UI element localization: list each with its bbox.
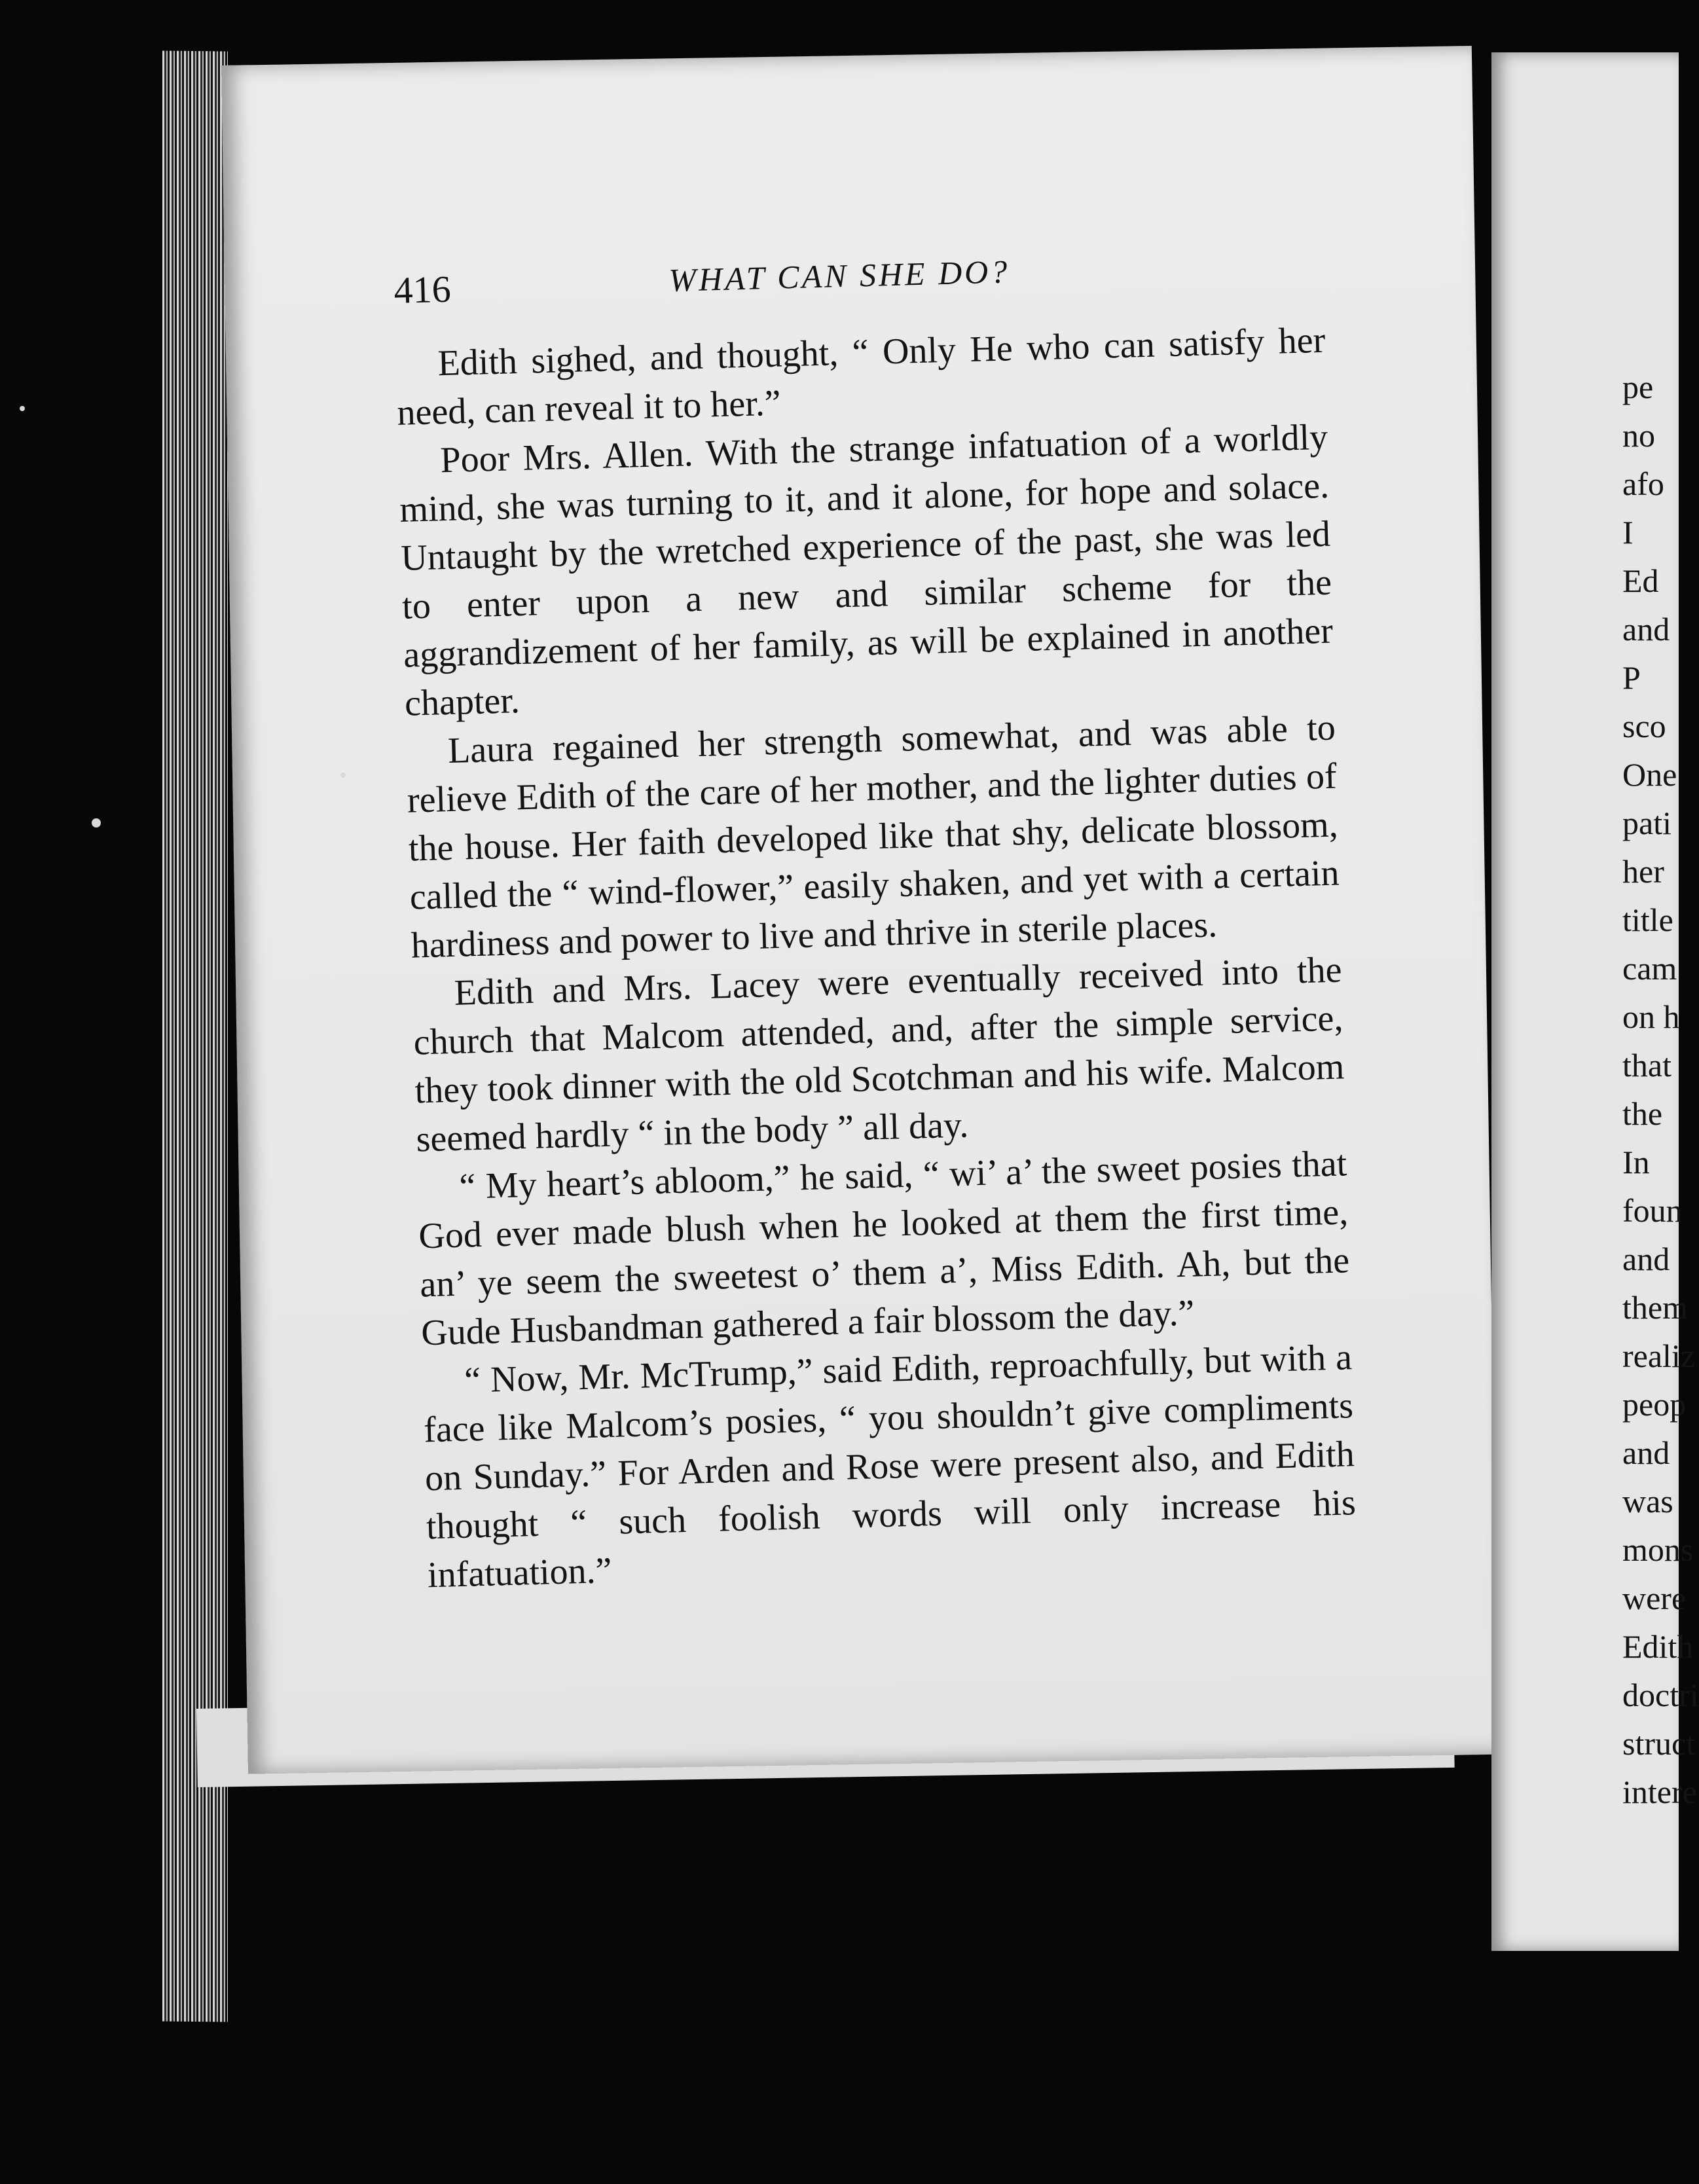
right-page-line: were: [1622, 1580, 1687, 1616]
right-page-line: title: [1622, 901, 1673, 938]
paragraph-6: “ Now, Mr. McTrump,” said Edith, reproachfully, but with a face like Malcom’s posies, “ you shouldn’t give compliments on Sunday.” For Arden and Rose were present also, and Edith thought “ such foolish words will only increase his infatuation.”: [423, 1337, 1357, 1596]
right-page-line: Ed: [1622, 562, 1659, 599]
right-page-line: and: [1622, 1241, 1670, 1277]
running-title: WHAT CAN SHE DO?: [668, 253, 1010, 299]
right-page-line: mons: [1622, 1531, 1694, 1568]
right-page-line: cam: [1622, 950, 1677, 987]
right-page-line: [1622, 314, 1681, 363]
paragraph-4: Edith and Mrs. Lacey were eventually received into the church that Malcom attended, and, after the simple service, they took dinner with the old Scotchman and his wife. Malcom seemed hardly “ in the body ” all day.: [412, 949, 1345, 1160]
right-page-line: the: [1622, 1095, 1663, 1132]
dust-speck: [92, 818, 101, 828]
right-page-line: One: [1622, 756, 1677, 793]
right-page-line: was: [1622, 1483, 1673, 1520]
right-page-line: I: [1622, 514, 1634, 551]
right-page-line: Edith: [1622, 1628, 1694, 1665]
paragraph-5: “ My heart’s abloom,” he said, “ wi’ a’ the sweet posies that God ever made blush when he looked at them the first time, an’ ye seem the sweetest o’ them a’, Miss Edith. Ah, but the Gude Husbandman gathered a fair blossom the day.”: [418, 1143, 1350, 1354]
page-number: 416: [393, 267, 452, 312]
dust-speck: [340, 773, 346, 778]
right-page-line: foun: [1622, 1192, 1683, 1229]
right-page-line: that: [1622, 1047, 1672, 1083]
right-page-line: realiz: [1622, 1338, 1696, 1374]
left-page-text: [393, 225, 1358, 1599]
right-page-text: [1622, 314, 1699, 1816]
right-page-line: In: [1622, 1144, 1650, 1180]
right-page-line: peop: [1622, 1386, 1687, 1423]
paragraph-1: Edith sighed, and thought, “ Only He who can satisfy her need, can reveal it to her.”: [396, 319, 1326, 433]
paragraph-2: Poor Mrs. Allen. With the strange infatuation of a worldly mind, she was turning to it, and it alone, for hope and solace. Untaught by the wretched experience of the past, she was led to enter upon a new and similar scheme for the aggrandizement of her family, as will be explained in another chapter.: [399, 416, 1334, 724]
right-page-line: no: [1622, 417, 1655, 454]
right-page-line: afo: [1622, 465, 1664, 502]
right-page-line: on h: [1622, 998, 1680, 1035]
right-page-line: and: [1622, 1434, 1670, 1471]
right-page-line: sco: [1622, 708, 1666, 744]
right-page-line: doctri: [1622, 1677, 1699, 1713]
right-page-line: and: [1622, 611, 1670, 647]
right-page-line: pe: [1622, 369, 1654, 405]
right-page-line: struct: [1622, 1725, 1696, 1762]
right-page-line: them: [1622, 1289, 1688, 1326]
right-page-line: her: [1622, 853, 1664, 890]
dust-speck: [20, 406, 25, 411]
right-page-line: pati: [1622, 805, 1672, 841]
right-page-line: intere: [1622, 1774, 1697, 1810]
right-page-line: P: [1622, 659, 1641, 696]
paragraph-3: Laura regained her strength somewhat, and was able to relieve Edith of the care of her mother, and the lighter duties of the house. Her faith developed like that shy, delicate blossom, called the “ wind-flower,” easily shaken, and yet with a certain hardiness and power to live and thrive in sterile places.: [407, 707, 1340, 966]
